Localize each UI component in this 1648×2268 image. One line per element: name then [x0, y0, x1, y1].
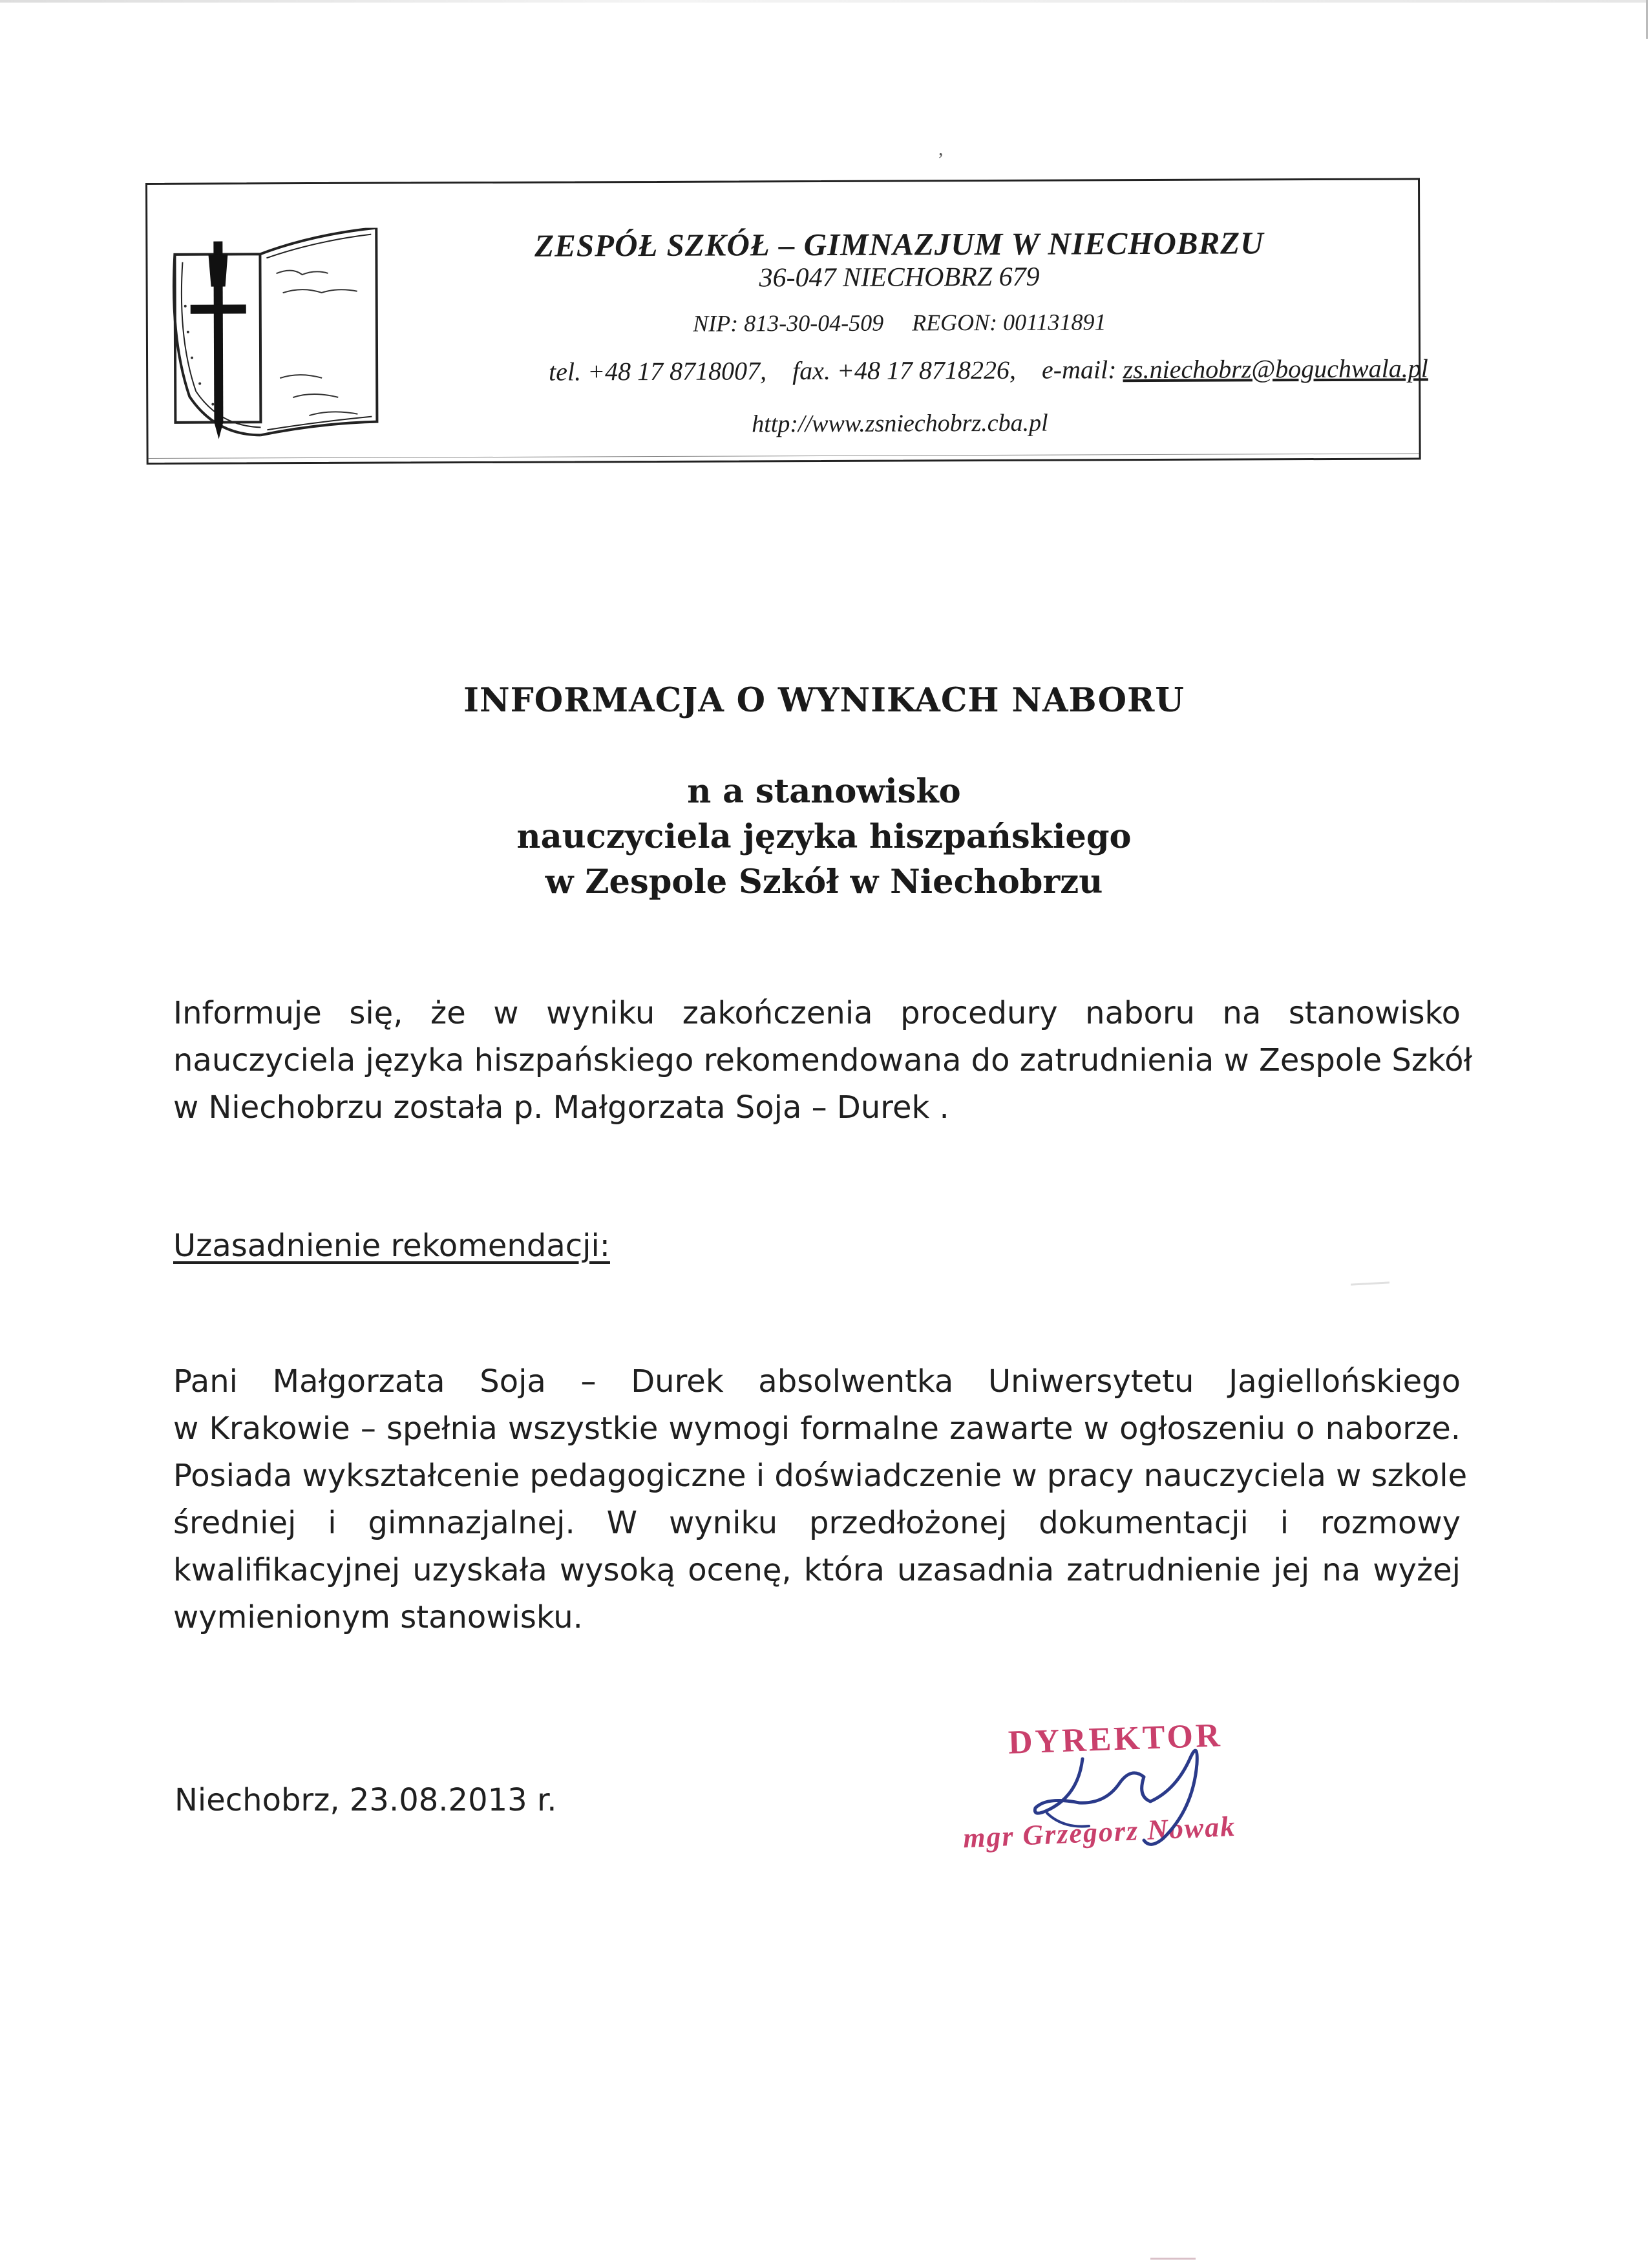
paragraph-line: Pani Małgorzata Soja – Durek absolwentka Uniwersytetu Jagiellońskiego: [173, 1363, 1461, 1400]
institution-name: ZESPÓŁ SZKÓŁ – GIMNAZJUM W NIECHOBRZU: [534, 225, 1264, 264]
document-subtitle: w Zespole Szkół w Niechobrzu: [545, 863, 1103, 901]
paragraph-line: kwalifikacyjnej uzyskała wysoką ocenę, która uzasadnia zatrudnienie jej na wyżej: [173, 1552, 1461, 1588]
paragraph-line: nauczyciela języka hiszpańskiego rekomendowana do zatrudnienia w Zespole Szkół: [173, 1042, 1473, 1078]
paragraph-line: w Niechobrzu została p. Małgorzata Soja – Durek .: [173, 1089, 949, 1126]
paragraph-line: średniej i gimnazjalnej. W wyniku przedłożonej dokumentacji i rozmowy: [173, 1505, 1461, 1541]
institution-address: 36-047 NIECHOBRZ 679: [759, 262, 1040, 293]
document-subtitle: n a stanowisko: [687, 772, 961, 811]
paragraph-line: Posiada wykształcenie pedagogiczne i doświadczenie w pracy nauczyciela w szkole: [173, 1458, 1468, 1494]
stray-mark: ,: [938, 138, 944, 160]
fax-number: fax. +48 17 8718226,: [792, 355, 1017, 386]
phone-number: tel. +48 17 8718007,: [549, 356, 767, 386]
document-subtitle: nauczyciela języka hiszpańskiego: [516, 817, 1132, 856]
paragraph-line: wymienionym stanowisku.: [173, 1599, 583, 1635]
email-label: e-mail:: [1041, 355, 1117, 384]
handwritten-signature-icon: [950, 1699, 1312, 1874]
regon-number: REGON: 001131891: [912, 309, 1106, 336]
scan-edge: [0, 0, 1648, 3]
document-title: INFORMACJA O WYNIKACH NABORU: [463, 681, 1185, 720]
email-link[interactable]: zs.niechobrz@boguchwala.pl: [1123, 353, 1428, 384]
paragraph-line: Informuje się, że w wyniku zakończenia procedury naboru na stanowisko: [173, 995, 1461, 1031]
scan-speck: [1150, 2258, 1196, 2260]
school-crest-sword-book-icon: [163, 228, 391, 447]
contact-line: [549, 353, 1428, 387]
stamp-name: mgr Grzegorz Nowak: [962, 1810, 1237, 1854]
justification-heading: Uzasadnienie rekomendacji:: [173, 1228, 610, 1264]
nip-number: NIP: 813-30-04-509: [693, 310, 884, 337]
announcement-paragraph: [173, 990, 1473, 1131]
director-stamp: [950, 1699, 1312, 1874]
scan-speck: [1351, 1281, 1389, 1285]
paragraph-line: w Krakowie – spełnia wszystkie wymogi formalne zawarte w ogłoszeniu o naborze.: [173, 1411, 1461, 1447]
website-link[interactable]: http://www.zsniechobrz.cba.pl: [752, 409, 1048, 438]
letterhead: [145, 178, 1428, 465]
institution-ids: [394, 308, 1406, 339]
place-date: Niechobrz, 23.08.2013 r.: [174, 1782, 557, 1818]
stamp-title: DYREKTOR: [1008, 1717, 1223, 1761]
justification-paragraph: [173, 1358, 1468, 1641]
